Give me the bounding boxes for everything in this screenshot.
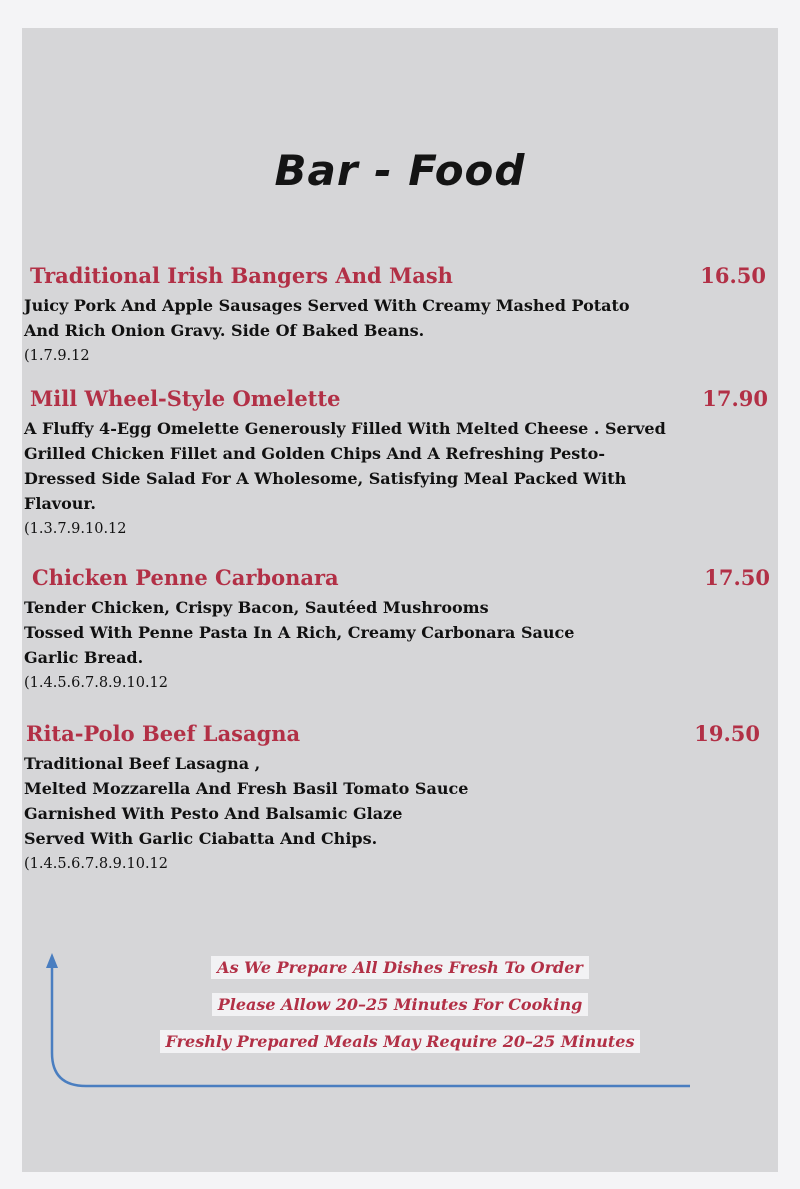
menu-item-allergens: (1.4.5.6.7.8.9.10.12 — [24, 856, 169, 872]
menu-item-allergens: (1.7.9.12 — [24, 348, 90, 364]
menu-item-price: 16.50 — [700, 263, 766, 288]
menu-title: Bar - Food — [274, 146, 526, 195]
description-line: Served With Garlic Ciabatta And Chips. — [24, 829, 378, 848]
menu-item-name: Traditional Irish Bangers And Mash — [30, 263, 453, 288]
menu-item-price: 19.50 — [694, 721, 760, 746]
menu-item-name: Rita-Polo Beef Lasagna — [26, 721, 301, 746]
description-line: Grilled Chicken Fillet and Golden Chips And A Refreshing Pesto- — [24, 444, 605, 463]
description-line: Garnished With Pesto And Balsamic Glaze — [24, 804, 403, 823]
description-line: Tossed With Penne Pasta In A Rich, Creamy Carbonara Sauce — [24, 623, 575, 642]
cooking-note-text: Freshly Prepared Meals May Require 20–25 Minutes — [160, 1030, 641, 1053]
menu-item-price: 17.50 — [704, 565, 770, 590]
description-line: And Rich Onion Gravy. Side Of Baked Beans. — [24, 321, 425, 340]
description-line: Melted Mozzarella And Fresh Basil Tomato Sauce — [24, 779, 469, 798]
menu-item-name: Mill Wheel-Style Omelette — [30, 386, 341, 411]
description-line: Dressed Side Salad For A Wholesome, Satisfying Meal Packed With — [24, 469, 627, 488]
description-line: Juicy Pork And Apple Sausages Served With Creamy Mashed Potato — [24, 296, 630, 315]
menu-item-allergens: (1.3.7.9.10.12 — [24, 521, 127, 537]
cooking-note-text: As We Prepare All Dishes Fresh To Order — [211, 956, 589, 979]
description-line: Flavour. — [24, 494, 96, 513]
curved-arrow-icon — [22, 28, 778, 1172]
menu-item-allergens: (1.4.5.6.7.8.9.10.12 — [24, 675, 169, 691]
cooking-note-text: Please Allow 20–25 Minutes For Cooking — [212, 993, 589, 1016]
menu-item-price: 17.90 — [702, 386, 768, 411]
description-line: Garlic Bread. — [24, 648, 144, 667]
description-line: Tender Chicken, Crispy Bacon, Sautéed Mushrooms — [24, 598, 489, 617]
menu-item-name: Chicken Penne Carbonara — [32, 565, 339, 590]
description-line: A Fluffy 4-Egg Omelette Generously Filled With Melted Cheese . Served — [24, 419, 666, 438]
menu-sheet — [22, 28, 778, 1172]
description-line: Traditional Beef Lasagna , — [24, 754, 261, 773]
